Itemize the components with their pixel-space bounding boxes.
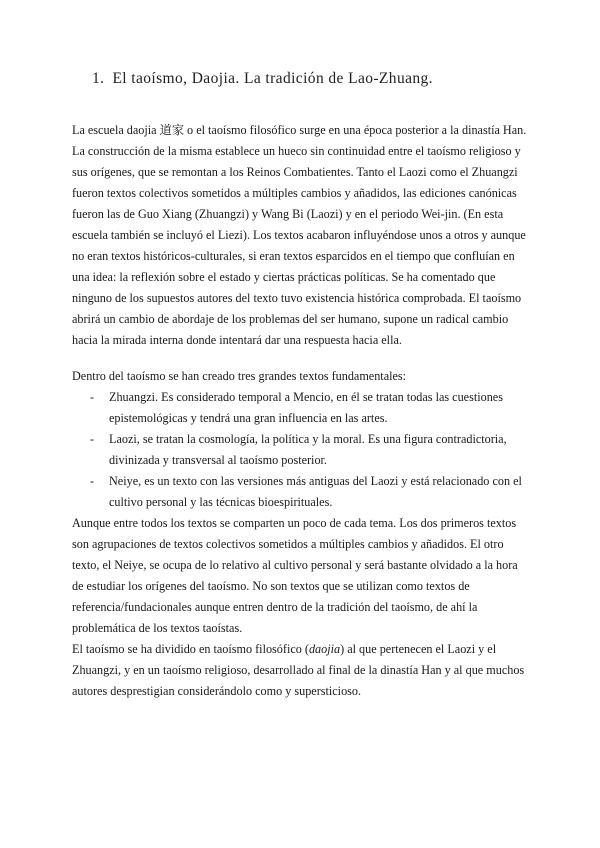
list-intro: Dentro del taoísmo se han creado tres grandes textos fundamentales: [72, 369, 407, 383]
bullet-dash: - [90, 390, 95, 404]
paragraph-3: Aunque entre todos los textos se comparten un poco de cada tema. Los dos primeros textos son agrupaciones de textos colectivos sometidos a múltiples cambios y añadidos. El otro texto, el Neiye, se ocupa de lo relativo al cultivo personal y será bastante olvidado a la hora de estudiar los orígenes del taoísmo. No son textos que se utilizan como textos de referencia/fundacionales aunque entren dentro de la tradición del taoísmo, de ahí la problemática de los textos taoístas. [72, 516, 518, 635]
paragraph-4 [72, 639, 532, 702]
body-continued [72, 366, 532, 702]
paragraph-4-start: El taoísmo se ha dividido en taoísmo filosófico ( [72, 642, 309, 656]
paragraph-4-end: ) al que pertenecen el Laozi y el Zhuangzi, y en un taoísmo religioso, desarrollado al final de la dinastía Han y al que muchos autores desprestigian considerándolo como y supersticioso. [72, 642, 525, 698]
list-item-text: Neiye, es un texto con las versiones más antiguas del Laozi y está relacionado con el cultivo personal y las técnicas bioespirituales. [109, 474, 522, 509]
bullet-dash: - [90, 474, 95, 488]
texts-list [72, 387, 532, 513]
list-item [72, 387, 532, 429]
heading-number: 1. [92, 70, 105, 87]
section-heading [92, 70, 433, 88]
paragraph-intro [72, 120, 532, 351]
list-item-text: Laozi, se tratan la cosmología, la política y la moral. Es una figura contradictoria, divinizada y transversal al taoísmo posterior. [109, 432, 507, 467]
list-item [72, 429, 532, 471]
list-item [72, 471, 532, 513]
list-item-text: Zhuangzi. Es considerado temporal a Mencio, en él se tratan todas las cuestiones epistemológicas y tendrá una gran influencia en las artes. [109, 390, 503, 425]
paragraph-4-italic: daojia [308, 642, 341, 656]
paragraph-1: La escuela daojia 道家 o el taoísmo filosófico surge en una época posterior a la dinastía Han. La construcción de la misma establece un hueco sin continuidad entre el taoísmo religioso y sus orígenes, que se remontan a los Reinos Combatientes. Tanto el Laozi como el Zhuangzi fueron textos colectivos sometidos a múltiples cambios y añadidos, las ediciones canónicas fueron las de Guo Xiang (Zhuangzi) y Wang Bi (Laozi) y en el periodo Wei-jin. (En esta escuela también se incluyó el Liezi). Los textos acabaron influyéndose unos a otros y aunque no eran textos históricos-culturales, si eran textos esparcidos en el tiempo que confluían en una idea: la reflexión sobre el estado y ciertas prácticas políticas. Se ha comentado que ninguno de los supuestos autores del texto tuvo existencia histórica comprobada. El taoísmo abrirá un cambio de abordaje de los problemas del ser humano, supone un radical cambio hacia la mirada interna donde intentará dar una respuesta hacia ella. [72, 123, 527, 347]
heading-title: El taoísmo, Daojia. La tradición de Lao-Zhuang. [112, 70, 433, 87]
bullet-dash: - [90, 432, 95, 446]
